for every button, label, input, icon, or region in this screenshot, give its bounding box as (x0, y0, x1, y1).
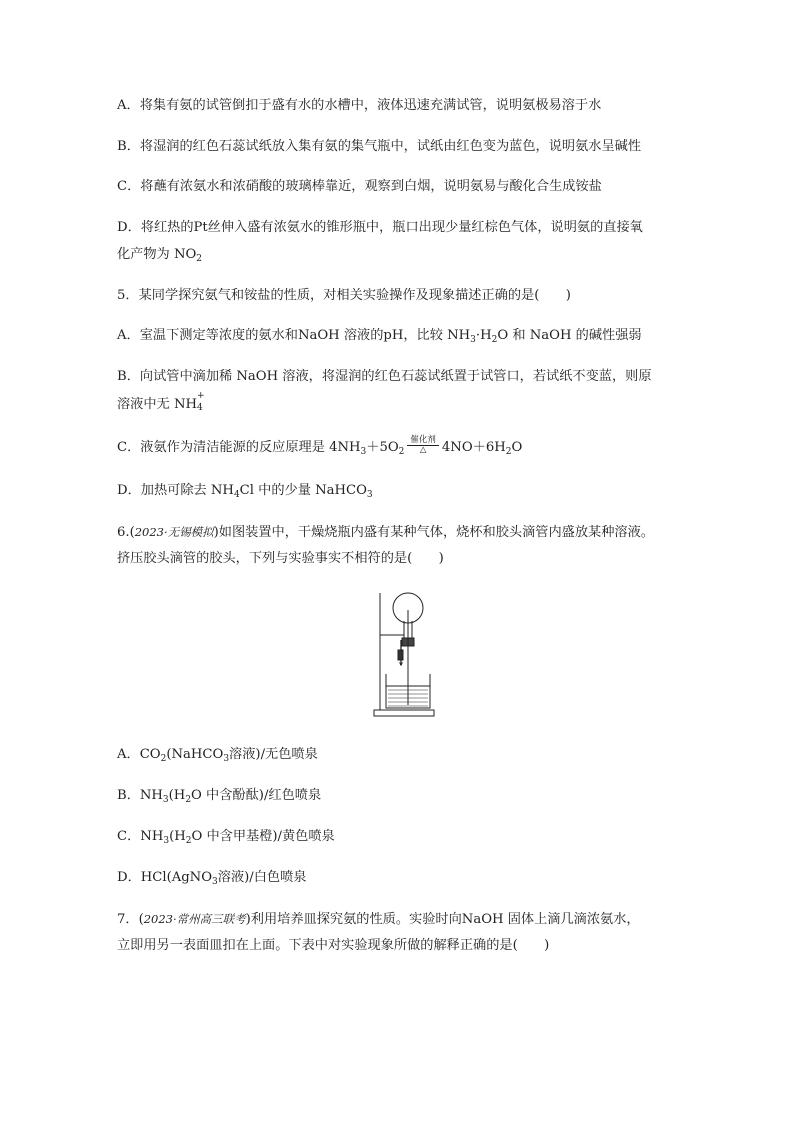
text-fragment: O 中含甲基橙)/黄色喷泉 (191, 829, 335, 844)
q4-option-b-text: B．将湿润的红色石蕊试纸放入集有氨的集气瓶中，试纸由红色变为蓝色，说明氨水呈碱性 (117, 139, 641, 154)
heat-symbol: △ (419, 445, 427, 455)
dropper-bulb (398, 650, 403, 660)
q6-option-c (117, 827, 335, 847)
text-fragment: O 和 NaOH 的碱性强弱 (497, 328, 642, 343)
subscript: 2 (160, 754, 167, 764)
text-fragment: 溶液)/白色喷泉 (217, 870, 307, 885)
text-fragment: (H (169, 829, 186, 844)
question-number: 7．( (117, 912, 144, 927)
text-fragment: Cl 中的少量 NaHCO (239, 483, 367, 498)
q5-option-c-text: C．液氨作为清洁能源的反应原理是 4NH (117, 440, 361, 455)
q4-option-d-line1 (117, 218, 643, 238)
q5-option-c (117, 435, 523, 458)
text-fragment: (NaHCO (166, 747, 224, 762)
text-fragment: O 中含酚酞)/红色喷泉 (191, 788, 322, 803)
subscript: 2 (505, 447, 512, 457)
q5-stem (117, 286, 571, 306)
subscript: 4 (233, 490, 240, 500)
q6-option-b-text: B．NH (117, 788, 163, 803)
q7-stem-text1: )利用培养皿探究氨的性质。实验时向NaOH 固体上滴几滴浓氨水， (245, 912, 640, 927)
text-fragment: 溶液)/无色喷泉 (229, 747, 318, 762)
subscript: 3 (366, 490, 373, 500)
subscript: 2 (185, 836, 192, 846)
subscript: 2 (398, 447, 405, 457)
q7-stem-line2 (117, 936, 549, 956)
q6-option-c-text: C．NH (117, 829, 164, 844)
subscript: 3 (212, 877, 218, 887)
q4-option-b (117, 137, 641, 157)
text-fragment: 4NO＋6H (441, 440, 506, 455)
q6-option-a-text: A．CO (117, 747, 161, 762)
q6-stem-text2: 挤压胶头滴管的胶头，下列与实验事实不相符的是( ) (117, 551, 444, 566)
subscript: 3 (360, 447, 367, 457)
question-number: 6.( (117, 525, 135, 540)
q4-option-d-line2 (117, 245, 202, 265)
source-citation: 2023·常州高三联考 (143, 912, 246, 926)
q5-option-d (117, 481, 373, 501)
q5-option-a-text: A．室温下测定等浓度的氨水和NaOH 溶液的pH，比较 NH (117, 328, 471, 343)
reaction-condition (407, 436, 439, 455)
q6-stem-text1: )如图装置中，干燥烧瓶内盛有某种气体，烧杯和胶头滴管内盛放某种溶液。 (213, 525, 654, 540)
q6-option-a (117, 745, 318, 765)
q7-stem-text2: 立即用另一表面皿扣在上面。下表中对实验现象所做的解释正确的是( ) (117, 938, 550, 953)
text-fragment: ·H (475, 328, 492, 343)
q4-option-c-text: C．将蘸有浓氨水和浓硝酸的玻璃棒靠近，观察到白烟，说明氨易与酸化合生成铵盐 (117, 179, 602, 194)
subscript: 2 (196, 254, 203, 264)
q5-option-a (117, 326, 642, 346)
subscript: 2 (185, 795, 192, 805)
q7-stem-line1 (117, 909, 640, 930)
catalyst-label: 催化剂 (407, 436, 439, 446)
ion-charge: + 4 (196, 391, 205, 413)
subscript: 2 (491, 335, 498, 345)
subscript: 3 (163, 836, 170, 846)
subscript: 3 (223, 754, 230, 764)
q5-stem-text: 5．某同学探究氨气和铵盐的性质，对相关实验操作及现象描述正确的是( ) (117, 288, 571, 303)
q5-option-b-text1: B．向试管中滴加稀 NaOH 溶液，将湿润的红色石蕊试纸置于试管口，若试纸不变蓝，则原 (117, 369, 652, 384)
text-fragment: ＋5O (366, 440, 399, 455)
fountain-apparatus-figure (370, 590, 440, 720)
q6-option-d (117, 868, 306, 888)
q5-option-b-line2 (117, 391, 205, 415)
q6-option-b (117, 786, 321, 806)
q6-stem-line2 (117, 549, 444, 569)
source-citation: 2023·无锡模拟 (134, 525, 214, 539)
q6-stem-line1 (117, 522, 654, 543)
q4-option-c (117, 177, 602, 197)
q4-option-d-text2: 化产物为 NO (117, 247, 197, 262)
text-fragment: O (511, 440, 523, 455)
q4-option-a-text: A．将集有氨的试管倒扣于盛有水的水槽中，液体迅速充满试管，说明氨极易溶于水 (117, 98, 602, 113)
subscript: 3 (162, 795, 169, 805)
q5-option-b-text2: 溶液中无 NH (117, 397, 197, 412)
q5-option-d-text: D．加热可除去 NH (117, 483, 234, 498)
q5-option-b-line1 (117, 367, 652, 387)
subscript: 3 (470, 335, 476, 345)
q6-option-d-text: D．HCl(AgNO (117, 870, 213, 885)
text-fragment: (H (168, 788, 186, 803)
q4-option-d-text1: D．将红热的Pt丝伸入盛有浓氨水的锥形瓶中，瓶口出现少量红棕色气体，说明氨的直接氧 (117, 220, 643, 235)
stand-base (374, 710, 434, 716)
q4-option-a (117, 96, 601, 116)
